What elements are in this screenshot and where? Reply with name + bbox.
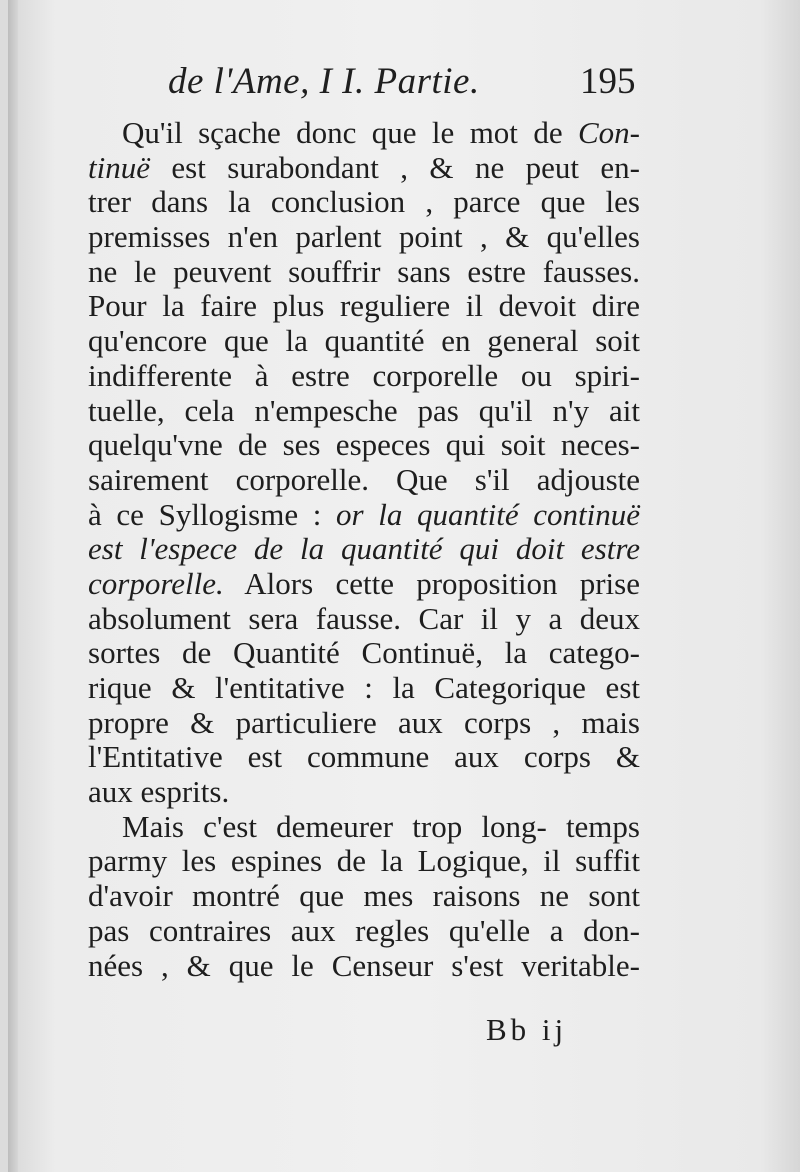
- text-segment: absolument sera fausse. Car il y a deux: [88, 600, 640, 636]
- text-line: [88, 740, 640, 775]
- text-line: [88, 220, 640, 255]
- text-line: [88, 324, 640, 359]
- text-line: [88, 844, 640, 879]
- text-segment: Mais c'est demeurer trop long- temps: [122, 808, 640, 844]
- text-line: [88, 914, 640, 949]
- text-line: [88, 151, 640, 186]
- text-segment: rique & l'entitative : la Categorique est: [88, 670, 640, 705]
- text-line: [88, 116, 640, 151]
- text-line: [88, 289, 640, 324]
- text-segment: à ce Syllogisme :: [88, 496, 337, 532]
- italic-text: corporelle.: [88, 565, 224, 601]
- text-segment: Qu'il sçache donc que le mot de: [122, 115, 578, 150]
- page-header: [0, 60, 800, 110]
- italic-text: tinuë: [88, 149, 150, 185]
- text-segment: propre & particuliere aux corps , mais: [88, 704, 640, 740]
- text-segment: parmy les espines de la Logique, il suffit: [88, 843, 640, 879]
- text-segment: d'avoir montré que mes raisons ne sont: [88, 878, 640, 914]
- text-segment: nées , & que le Censeur s'est veritable-: [88, 947, 640, 983]
- text-segment: trer dans la conclusion , parce que les: [88, 184, 640, 220]
- text-segment: tuelle, cela n'empesche pas qu'il n'y ait: [88, 392, 640, 428]
- text-line: [88, 636, 640, 671]
- text-line: [88, 879, 640, 914]
- italic-text: est l'espece de la quantité qui doit estre: [88, 531, 640, 567]
- text-segment: l'Entitative est commune aux corps &: [88, 739, 640, 775]
- signature-mark: Bb ij: [486, 1012, 568, 1047]
- italic-text: or la quantité continuë: [336, 496, 640, 532]
- text-line: [88, 394, 640, 429]
- text-segment: indifferente à estre corporelle ou spiri-: [88, 357, 640, 393]
- text-line: [88, 463, 640, 498]
- running-head: de l'Ame, I I. Partie.: [168, 61, 480, 102]
- text-segment: aux esprits.: [88, 774, 230, 810]
- text-segment: qu'encore que la quantité en general soit: [88, 323, 640, 359]
- text-line: [88, 255, 640, 290]
- text-segment: ne le peuvent souffrir sans estre fausses.: [88, 253, 640, 289]
- text-line: [88, 428, 640, 463]
- text-line: [88, 775, 640, 810]
- page-gutter-shadow: [8, 0, 18, 1172]
- text-line: [88, 602, 640, 637]
- text-line: [88, 359, 640, 394]
- text-segment: pas contraires aux regles qu'elle a don-: [88, 912, 640, 948]
- text-segment: sortes de Quantité Continuë, la catego-: [88, 635, 640, 671]
- text-segment: quelqu'vne de ses especes qui soit neces-: [88, 427, 640, 463]
- text-line: [88, 706, 640, 741]
- text-line: [88, 498, 640, 533]
- text-segment: Pour la faire plus reguliere il devoit dire: [88, 288, 640, 324]
- text-segment: Alors cette proposition prise: [223, 565, 640, 601]
- text-segment: sairement corporelle. Que s'il adjouste: [88, 461, 640, 497]
- body-text: [88, 116, 640, 983]
- text-line: [88, 949, 640, 984]
- text-line: [88, 532, 640, 567]
- text-line: [88, 185, 640, 220]
- text-line: [88, 810, 640, 845]
- italic-text: Con-: [578, 115, 640, 150]
- text-line: [88, 671, 640, 706]
- text-line: [88, 567, 640, 602]
- text-segment: est surabondant , & ne peut en-: [150, 149, 640, 185]
- text-segment: premisses n'en parlent point , & qu'elles: [88, 219, 640, 255]
- page-number: 195: [580, 61, 636, 102]
